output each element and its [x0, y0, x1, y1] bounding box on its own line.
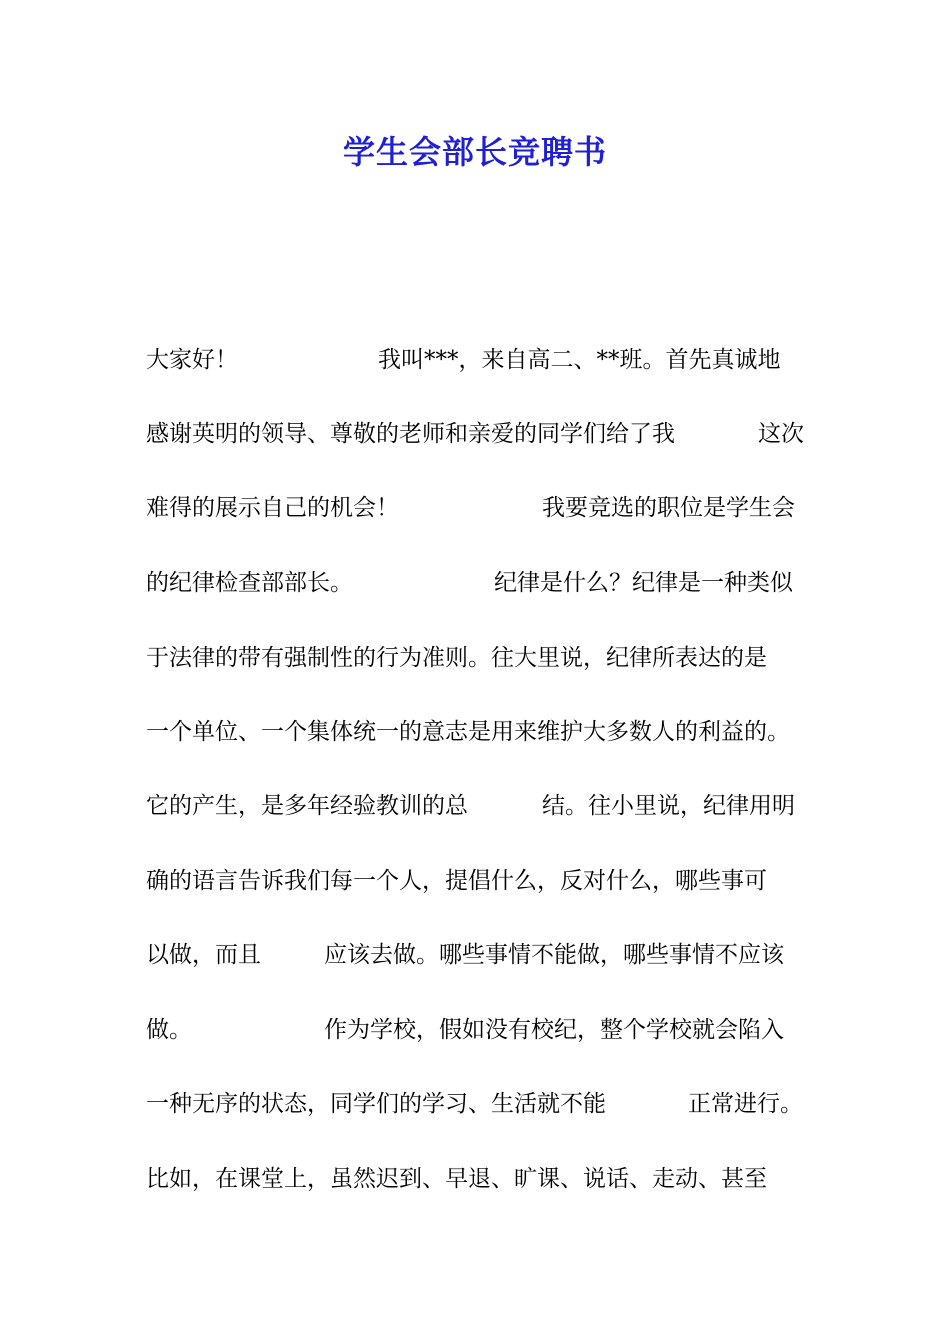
text-segment: 的纪律检查部部长。 [146, 570, 353, 596]
text-segment: 于法律的带有强制性的行为准则。往大里说，纪律所表达的是 [146, 645, 767, 671]
text-segment: 正常进行。 [688, 1091, 803, 1117]
text-segment: 我要竞选的职位是学生会 [542, 495, 795, 521]
text-segment: 难得的展示自己的机会！ [146, 495, 399, 521]
paragraph-line [146, 340, 806, 380]
paragraph-line [146, 563, 806, 603]
text-segment: 感谢英明的领导、尊敬的老师和亲爱的同学们给了我 [146, 421, 675, 447]
paragraph-line [146, 786, 806, 826]
text-segment: 它的产生，是多年经验教训的总 [146, 793, 468, 819]
text-segment: 我叫***，来自高二、**班。首先真诚地 [378, 347, 781, 373]
paragraph-line [146, 712, 836, 752]
text-segment: 做。 [146, 1017, 192, 1043]
paragraph-line [146, 638, 806, 678]
text-segment: 结。往小里说，纪律用明 [542, 793, 795, 819]
text-segment: 确的语言告诉我们每一个人，提倡什么，反对什么，哪些事可 [146, 868, 767, 894]
text-segment: 以做，而且 [146, 942, 261, 968]
paragraph-line [146, 1084, 806, 1124]
paragraph-line [146, 1159, 806, 1199]
paragraph-line [146, 488, 806, 528]
document-title: 学生会部长竞聘书 [342, 133, 607, 171]
text-segment: 大家好！ [146, 347, 238, 373]
text-segment: 一种无序的状态，同学们的学习、生活就不能 [146, 1091, 606, 1117]
paragraph-line [146, 1010, 806, 1050]
text-segment: 纪律是什么？纪律是一种类似 [494, 570, 793, 596]
text-segment: 一个单位、一个集体统一的意志是用来维护大多数人的利益的。 [146, 719, 790, 745]
text-segment: 这次 [758, 421, 804, 447]
text-segment: 作为学校，假如没有校纪，整个学校就会陷入 [324, 1017, 784, 1043]
text-segment: 应该去做。哪些事情不能做，哪些事情不应该 [324, 942, 784, 968]
text-segment: 比如，在课堂上，虽然迟到、早退、旷课、说话、走动、甚至 [146, 1166, 767, 1192]
paragraph-line [146, 935, 806, 975]
paragraph-line [146, 414, 806, 454]
paragraph-line [146, 861, 806, 901]
